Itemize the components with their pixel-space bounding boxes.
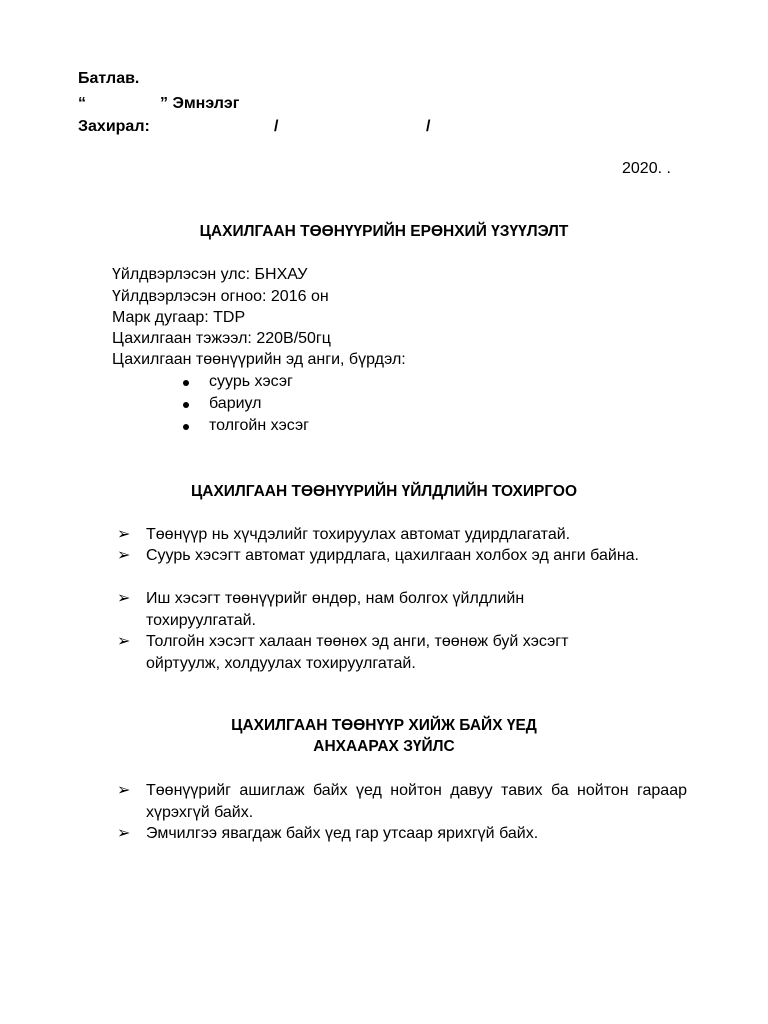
- settings-item: Суурь хэсэгт автомат удирдлага, цахилгаан холбох эд анги байна.: [146, 547, 639, 564]
- spec-line-date: Үйлдвэрлэсэн огноо: 2016 он: [112, 288, 329, 305]
- caution-item: Эмчилгээ явагдаж байх үед гар утсаар ярихгүй байх.: [146, 825, 539, 842]
- approval-date: 2020. .: [622, 160, 671, 177]
- settings-item: Төөнүүр нь хүчдэлийг тохируулах автомат удирдлагатай.: [146, 526, 571, 543]
- bullet-dot-icon: [183, 424, 189, 430]
- settings-item: Иш хэсэгт төөнүүрийг өндөр, нам болгох үйлдлийн тохируулгатай.: [146, 590, 525, 629]
- arrow-bullet-icon: ➢: [117, 782, 131, 799]
- settings-item: Толгойн хэсэгт халаан төөнөх эд анги, төөнөж буй хэсэгт ойртуулж, холдуулах тохируулгатай.: [146, 633, 569, 672]
- arrow-bullet-icon: ➢: [117, 825, 131, 842]
- part-item: бариул: [209, 395, 262, 412]
- bullet-dot-icon: [183, 380, 189, 386]
- arrow-bullet-icon: ➢: [117, 633, 131, 650]
- arrow-bullet-icon: ➢: [117, 547, 131, 564]
- director-label: Захирал:: [78, 118, 150, 135]
- caution-item: Төөнүүрийг ашиглаж байх үед нойтон давуу тавих ба нойтон гараар хүрэхгүй байх.: [146, 782, 687, 821]
- spec-line-model: Марк дугаар: TDP: [112, 309, 246, 326]
- section3-title-line2: АНХААРАХ ЗҮЙЛС: [313, 738, 455, 755]
- spec-line-country: Үйлдвэрлэсэн улс: БНХАУ: [112, 266, 308, 283]
- arrow-bullet-icon: ➢: [117, 590, 131, 607]
- part-item: толгойн хэсэг: [209, 417, 309, 434]
- part-item: суурь хэсэг: [209, 373, 293, 390]
- section3-title-line1: ЦАХИЛГААН ТӨӨНҮҮР ХИЙЖ БАЙХ ҮЕД: [231, 717, 537, 734]
- section2-title: ЦАХИЛГААН ТӨӨНҮҮРИЙН ҮЙЛДЛИЙН ТОХИРГОО: [190, 483, 578, 500]
- section1-title: ЦАХИЛГААН ТӨӨНҮҮРИЙН ЕРӨНХИЙ ҮЗҮҮЛЭЛТ: [199, 223, 569, 240]
- approve-label: Батлав.: [78, 70, 140, 87]
- hospital-prefix: “: [78, 95, 86, 112]
- signature-slash-2: /: [426, 118, 431, 135]
- spec-line-parts: Цахилгаан төөнүүрийн эд анги, бүрдэл:: [112, 351, 406, 368]
- hospital-label: ” Эмнэлэг: [160, 95, 240, 112]
- arrow-bullet-icon: ➢: [117, 526, 131, 543]
- bullet-dot-icon: [183, 402, 189, 408]
- signature-slash-1: /: [274, 118, 279, 135]
- spec-line-power: Цахилгаан тэжээл: 220В/50гц: [112, 330, 331, 347]
